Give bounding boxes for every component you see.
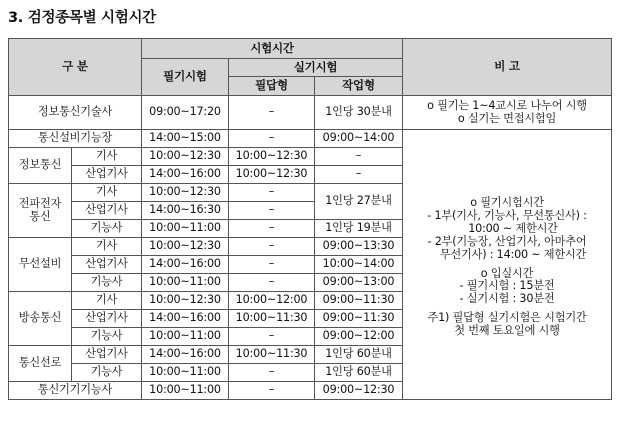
note-line: 주1) 필답형 실기시험은 시험기간 xyxy=(427,311,587,325)
sub-cell: 기능사 xyxy=(72,364,142,382)
table-row xyxy=(9,130,612,148)
group-cell: 방송통신 xyxy=(9,292,72,346)
written-time: 14:00~16:00 xyxy=(142,166,229,184)
written-time: 10:00~11:00 xyxy=(142,274,229,292)
category-cell: 통신기기기능사 xyxy=(9,382,142,400)
sub-cell: 기사 xyxy=(72,238,142,256)
written-time: 14:00~16:00 xyxy=(142,346,229,364)
written-time: 14:00~16:00 xyxy=(142,256,229,274)
jakup-time: 09:00~11:30 xyxy=(315,310,403,328)
note-line: o 입실시간 xyxy=(480,266,534,280)
written-time: 14:00~16:00 xyxy=(142,310,229,328)
pildap-time: 10:00~12:30 xyxy=(229,166,315,184)
jakup-time: 09:00~13:30 xyxy=(315,238,403,256)
header-jakup: 작업형 xyxy=(315,77,403,96)
jakup-time: 1인당 27분내 xyxy=(315,184,403,220)
written-time: 09:00~17:20 xyxy=(142,96,229,130)
written-time: 10:00~11:00 xyxy=(142,328,229,346)
sub-cell: 산업기사 xyxy=(72,166,142,184)
note-line: 10:00 ~ 제한시간 xyxy=(468,221,558,235)
header-pildap: 필답형 xyxy=(229,77,315,96)
jakup-time: 1인당 60분내 xyxy=(315,364,403,382)
pildap-time: – xyxy=(229,328,315,346)
table-row xyxy=(9,96,612,130)
pildap-time: – xyxy=(229,202,315,220)
note-line: - 1부(기사, 기능사, 무선통신사) : xyxy=(427,209,587,222)
jakup-time: 09:00~13:00 xyxy=(315,274,403,292)
sub-cell: 산업기사 xyxy=(72,346,142,364)
written-time: 10:00~12:30 xyxy=(142,292,229,310)
written-time: 10:00~11:00 xyxy=(142,382,229,400)
sub-cell: 기능사 xyxy=(72,328,142,346)
sub-cell: 산업기사 xyxy=(72,202,142,220)
note-line: o 필기시험시간 xyxy=(470,196,544,210)
sub-cell: 산업기사 xyxy=(72,310,142,328)
note-first xyxy=(403,96,612,130)
pildap-time: – xyxy=(229,364,315,382)
note-line: - 필기시험 : 15분전 xyxy=(459,279,555,293)
category-cell: 정보통신기술사 xyxy=(9,96,142,130)
header-practical: 실기시험 xyxy=(229,59,403,77)
note-main xyxy=(403,130,612,400)
pildap-time: – xyxy=(229,96,315,130)
jakup-time: 10:00~14:00 xyxy=(315,256,403,274)
written-time: 14:00~16:30 xyxy=(142,202,229,220)
note-line: - 2부(기능장, 산업기사, 아마추어 xyxy=(427,234,587,248)
pildap-time: – xyxy=(229,274,315,292)
note-line: 무선기사) : 14:00 ~ 제한시간 xyxy=(439,247,587,261)
pildap-time: 10:00~11:30 xyxy=(229,346,315,364)
written-time: 14:00~15:00 xyxy=(142,130,229,148)
written-time: 10:00~12:30 xyxy=(142,184,229,202)
pildap-time: – xyxy=(229,184,315,202)
pildap-time: – xyxy=(229,256,315,274)
jakup-time: 09:00~12:00 xyxy=(315,328,403,346)
written-time: 10:00~12:30 xyxy=(142,148,229,166)
jakup-time: 1인당 60분내 xyxy=(315,346,403,364)
jakup-time: 1인당 30분내 xyxy=(315,96,403,130)
header-written: 필기시험 xyxy=(142,59,229,96)
sub-cell: 산업기사 xyxy=(72,256,142,274)
jakup-time: – xyxy=(315,148,403,166)
category-cell: 통신설비기능장 xyxy=(9,130,142,148)
page-title: 3. 검정종목별 시험시간 xyxy=(8,10,156,26)
header-gubun: 구 분 xyxy=(9,39,142,96)
sub-cell: 기사 xyxy=(72,148,142,166)
note-line: - 실기시험 : 30분전 xyxy=(459,292,555,306)
pildap-time: – xyxy=(229,130,315,148)
pildap-time: – xyxy=(229,382,315,400)
note-line: o 필기는 1~4교시로 나누어 시행 xyxy=(427,98,587,112)
pildap-time: 10:00~12:00 xyxy=(229,292,315,310)
group-cell: 무선설비 xyxy=(9,238,72,292)
jakup-time: – xyxy=(315,166,403,184)
jakup-time: 1인당 19분내 xyxy=(315,220,403,238)
sub-cell: 기능사 xyxy=(72,274,142,292)
group-cell: 통신선로 xyxy=(9,346,72,382)
note-line: o 실기는 면접시험임 xyxy=(457,111,557,125)
sub-cell: 기능사 xyxy=(72,220,142,238)
exam-schedule-table xyxy=(8,38,612,400)
written-time: 10:00~12:30 xyxy=(142,238,229,256)
note-line: 첫 번째 토요일에 시행 xyxy=(454,324,560,337)
pildap-time: 10:00~12:30 xyxy=(229,148,315,166)
sub-cell: 기사 xyxy=(72,184,142,202)
pildap-time: 10:00~11:30 xyxy=(229,310,315,328)
jakup-time: 09:00~14:00 xyxy=(315,130,403,148)
jakup-time: 09:00~12:30 xyxy=(315,382,403,400)
written-time: 10:00~11:00 xyxy=(142,220,229,238)
pildap-time: – xyxy=(229,220,315,238)
pildap-time: – xyxy=(229,238,315,256)
group-cell: 전파전자 통신 xyxy=(9,184,72,238)
header-bigo: 비 고 xyxy=(403,39,612,96)
group-cell: 정보통신 xyxy=(9,148,72,184)
header-exam-time: 시험시간 xyxy=(142,39,403,59)
jakup-time: 09:00~11:30 xyxy=(315,292,403,310)
sub-cell: 기사 xyxy=(72,292,142,310)
written-time: 10:00~11:00 xyxy=(142,364,229,382)
